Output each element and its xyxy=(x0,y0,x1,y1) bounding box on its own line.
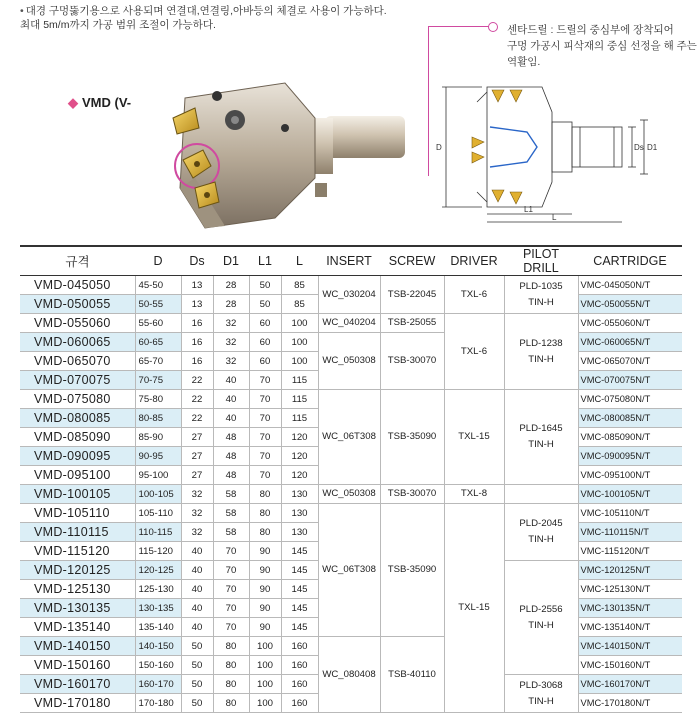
l-cell: 115 xyxy=(281,390,318,409)
column-header: INSERT xyxy=(318,246,380,276)
cartridge-cell: VMC-115120N/T xyxy=(578,542,682,561)
dim-label-l1: L1 xyxy=(524,205,533,214)
table-row xyxy=(20,485,682,504)
ds-cell: 40 xyxy=(181,599,213,618)
cartridge-cell: VMC-160170N/T xyxy=(578,675,682,694)
diameter-cell: 95-100 xyxy=(135,466,181,485)
intro-line-2: 최대 5m/m까지 가공 범위 조절이 가능하다. xyxy=(20,19,216,31)
diameter-cell: 160-170 xyxy=(135,675,181,694)
l1-cell: 90 xyxy=(249,599,281,618)
section-title-text: VMD (V- xyxy=(82,95,132,110)
diamond-icon: ◆ xyxy=(68,95,78,110)
l-cell: 145 xyxy=(281,618,318,637)
l1-cell: 70 xyxy=(249,466,281,485)
d1-cell: 32 xyxy=(213,314,249,333)
l1-cell: 70 xyxy=(249,409,281,428)
spec-name-cell: VMD-045050 xyxy=(20,276,135,295)
cartridge-cell: VMC-055060N/T xyxy=(578,314,682,333)
column-header: Ds xyxy=(181,246,213,276)
table-row xyxy=(20,276,682,295)
d1-cell: 58 xyxy=(213,523,249,542)
l-cell: 100 xyxy=(281,314,318,333)
d1-cell: 70 xyxy=(213,542,249,561)
table-row xyxy=(20,637,682,656)
d1-cell: 70 xyxy=(213,561,249,580)
cartridge-cell: VMC-090095N/T xyxy=(578,447,682,466)
ds-cell: 16 xyxy=(181,352,213,371)
ds-cell: 32 xyxy=(181,485,213,504)
table-row xyxy=(20,504,682,523)
driver-cell: TXL-6 xyxy=(444,314,504,390)
cartridge-cell: VMC-050055N/T xyxy=(578,295,682,314)
dim-label-l: L xyxy=(552,213,557,222)
spec-name-cell: VMD-060065 xyxy=(20,333,135,352)
table-header-row xyxy=(20,246,682,276)
spec-name-cell: VMD-140150 xyxy=(20,637,135,656)
spec-name-cell: VMD-080085 xyxy=(20,409,135,428)
d1-cell: 48 xyxy=(213,428,249,447)
diameter-cell: 110-115 xyxy=(135,523,181,542)
diameter-cell: 60-65 xyxy=(135,333,181,352)
ds-cell: 40 xyxy=(181,580,213,599)
cartridge-cell: VMC-060065N/T xyxy=(578,333,682,352)
diameter-cell: 55-60 xyxy=(135,314,181,333)
l-cell: 145 xyxy=(281,561,318,580)
l-cell: 85 xyxy=(281,295,318,314)
spec-name-cell: VMD-110115 xyxy=(20,523,135,542)
spec-name-cell: VMD-065070 xyxy=(20,352,135,371)
d1-cell: 48 xyxy=(213,447,249,466)
ds-cell: 40 xyxy=(181,561,213,580)
intro-text xyxy=(20,4,387,32)
screw-cell: TSB-35090 xyxy=(380,390,444,485)
d1-cell: 48 xyxy=(213,466,249,485)
spec-name-cell: VMD-050055 xyxy=(20,295,135,314)
l1-cell: 50 xyxy=(249,276,281,295)
spec-name-cell: VMD-095100 xyxy=(20,466,135,485)
diameter-cell: 65-70 xyxy=(135,352,181,371)
l-cell: 130 xyxy=(281,523,318,542)
ds-cell: 50 xyxy=(181,675,213,694)
dim-label-d1: D1 xyxy=(647,143,658,152)
screw-cell: TSB-35090 xyxy=(380,504,444,637)
spec-name-cell: VMD-135140 xyxy=(20,618,135,637)
screw-cell: TSB-40110 xyxy=(380,637,444,713)
ds-cell: 50 xyxy=(181,694,213,713)
cartridge-cell: VMC-140150N/T xyxy=(578,637,682,656)
column-header: DRIVER xyxy=(444,246,504,276)
ds-cell: 32 xyxy=(181,523,213,542)
column-header: L1 xyxy=(249,246,281,276)
spec-name-cell: VMD-055060 xyxy=(20,314,135,333)
cartridge-cell: VMC-170180N/T xyxy=(578,694,682,713)
pilot-drill-cell: PLD-1238 TIN-H xyxy=(504,314,578,390)
cartridge-cell: VMC-120125N/T xyxy=(578,561,682,580)
screw-cell: TSB-22045 xyxy=(380,276,444,314)
ds-cell: 32 xyxy=(181,504,213,523)
d1-cell: 40 xyxy=(213,371,249,390)
pilot-drill-cell: PLD-1035 TIN-H xyxy=(504,276,578,314)
tool-photo xyxy=(165,78,415,248)
column-header: PILOT DRILL xyxy=(504,246,578,276)
pilot-drill-cell: PLD-2556 TIN-H xyxy=(504,561,578,675)
ds-cell: 13 xyxy=(181,276,213,295)
cartridge-cell: VMC-150160N/T xyxy=(578,656,682,675)
ds-cell: 13 xyxy=(181,295,213,314)
l-cell: 120 xyxy=(281,428,318,447)
l1-cell: 70 xyxy=(249,390,281,409)
dim-label-ds: Ds xyxy=(634,143,644,152)
d1-cell: 80 xyxy=(213,675,249,694)
l-cell: 145 xyxy=(281,599,318,618)
spec-name-cell: VMD-115120 xyxy=(20,542,135,561)
table-row xyxy=(20,333,682,352)
diameter-cell: 50-55 xyxy=(135,295,181,314)
l-cell: 145 xyxy=(281,542,318,561)
spec-name-cell: VMD-170180 xyxy=(20,694,135,713)
cartridge-cell: VMC-110115N/T xyxy=(578,523,682,542)
diameter-cell: 105-110 xyxy=(135,504,181,523)
ds-cell: 22 xyxy=(181,390,213,409)
l1-cell: 100 xyxy=(249,637,281,656)
column-header: SCREW xyxy=(380,246,444,276)
l-cell: 100 xyxy=(281,333,318,352)
callout-line-vertical xyxy=(428,26,429,176)
l1-cell: 100 xyxy=(249,656,281,675)
l1-cell: 70 xyxy=(249,428,281,447)
diameter-cell: 90-95 xyxy=(135,447,181,466)
column-header: L xyxy=(281,246,318,276)
d1-cell: 58 xyxy=(213,504,249,523)
column-header: 규격 xyxy=(20,246,135,276)
driver-cell: TXL-8 xyxy=(444,485,504,504)
d1-cell: 70 xyxy=(213,618,249,637)
insert-cell: WC_080408 xyxy=(318,637,380,713)
diameter-cell: 100-105 xyxy=(135,485,181,504)
driver-cell: TXL-15 xyxy=(444,390,504,485)
l-cell: 160 xyxy=(281,637,318,656)
l1-cell: 60 xyxy=(249,352,281,371)
diameter-cell: 140-150 xyxy=(135,637,181,656)
callout-dot-icon xyxy=(488,22,498,32)
cartridge-cell: VMC-095100N/T xyxy=(578,466,682,485)
l-cell: 160 xyxy=(281,675,318,694)
l1-cell: 50 xyxy=(249,295,281,314)
cartridge-cell: VMC-135140N/T xyxy=(578,618,682,637)
diameter-cell: 130-135 xyxy=(135,599,181,618)
diameter-cell: 120-125 xyxy=(135,561,181,580)
insert-cell: WC_050308 xyxy=(318,485,380,504)
diameter-cell: 135-140 xyxy=(135,618,181,637)
l-cell: 160 xyxy=(281,656,318,675)
cartridge-cell: VMC-045050N/T xyxy=(578,276,682,295)
ds-cell: 40 xyxy=(181,542,213,561)
intro-line-1: 대경 구멍뚫기용으로 사용되며 연결대,연결링,아바등의 체결로 사용이 가능하다. xyxy=(25,5,387,17)
cartridge-cell: VMC-070075N/T xyxy=(578,371,682,390)
diameter-cell: 150-160 xyxy=(135,656,181,675)
cartridge-cell: VMC-085090N/T xyxy=(578,428,682,447)
pilot-drill-cell xyxy=(504,485,578,504)
pilot-drill-cell: PLD-2045 TIN-H xyxy=(504,504,578,561)
ds-cell: 22 xyxy=(181,409,213,428)
cartridge-cell: VMC-105110N/T xyxy=(578,504,682,523)
cartridge-cell: VMC-100105N/T xyxy=(578,485,682,504)
l1-cell: 80 xyxy=(249,485,281,504)
l1-cell: 60 xyxy=(249,333,281,352)
insert-cell: WC_06T308 xyxy=(318,504,380,637)
spec-name-cell: VMD-160170 xyxy=(20,675,135,694)
l1-cell: 90 xyxy=(249,580,281,599)
technical-drawing xyxy=(432,82,672,227)
cartridge-cell: VMC-065070N/T xyxy=(578,352,682,371)
l-cell: 130 xyxy=(281,504,318,523)
d1-cell: 40 xyxy=(213,409,249,428)
l1-cell: 90 xyxy=(249,561,281,580)
l1-cell: 80 xyxy=(249,504,281,523)
d1-cell: 70 xyxy=(213,580,249,599)
pilot-drill-cell: PLD-3068 TIN-H xyxy=(504,675,578,713)
l-cell: 115 xyxy=(281,371,318,390)
l-cell: 130 xyxy=(281,485,318,504)
l1-cell: 70 xyxy=(249,447,281,466)
insert-cell: WC_06T308 xyxy=(318,390,380,485)
screw-cell: TSB-25055 xyxy=(380,314,444,333)
diameter-cell: 45-50 xyxy=(135,276,181,295)
spec-name-cell: VMD-105110 xyxy=(20,504,135,523)
l1-cell: 100 xyxy=(249,694,281,713)
diameter-cell: 75-80 xyxy=(135,390,181,409)
column-header: D1 xyxy=(213,246,249,276)
driver-cell: TXL-15 xyxy=(444,504,504,713)
spec-name-cell: VMD-125130 xyxy=(20,580,135,599)
l-cell: 120 xyxy=(281,447,318,466)
ds-cell: 50 xyxy=(181,656,213,675)
l1-cell: 80 xyxy=(249,523,281,542)
spec-name-cell: VMD-100105 xyxy=(20,485,135,504)
ds-cell: 16 xyxy=(181,314,213,333)
table-row xyxy=(20,390,682,409)
d1-cell: 80 xyxy=(213,694,249,713)
ds-cell: 22 xyxy=(181,371,213,390)
screw-cell: TSB-30070 xyxy=(380,485,444,504)
cartridge-cell: VMC-125130N/T xyxy=(578,580,682,599)
d1-cell: 32 xyxy=(213,352,249,371)
l1-cell: 90 xyxy=(249,542,281,561)
d1-cell: 70 xyxy=(213,599,249,618)
diameter-cell: 85-90 xyxy=(135,428,181,447)
diameter-cell: 125-130 xyxy=(135,580,181,599)
ds-cell: 27 xyxy=(181,428,213,447)
ds-cell: 16 xyxy=(181,333,213,352)
insert-cell: WC_050308 xyxy=(318,333,380,390)
column-header: CARTRIDGE xyxy=(578,246,682,276)
spec-name-cell: VMD-075080 xyxy=(20,390,135,409)
spec-name-cell: VMD-085090 xyxy=(20,428,135,447)
l-cell: 100 xyxy=(281,352,318,371)
center-drill-line-2: 구멍 가공시 피삭재의 중심 선정을 해 주는 역활임. xyxy=(507,40,697,68)
insert-cell: WC_030204 xyxy=(318,276,380,314)
l-cell: 120 xyxy=(281,466,318,485)
center-drill-line-1: 센타드릴 : 드릴의 중심부에 장착되어 xyxy=(507,24,674,36)
d1-cell: 32 xyxy=(213,333,249,352)
callout-line xyxy=(428,26,492,27)
d1-cell: 80 xyxy=(213,637,249,656)
bullet-icon: • xyxy=(20,5,24,17)
cartridge-cell: VMC-075080N/T xyxy=(578,390,682,409)
ds-cell: 40 xyxy=(181,618,213,637)
screw-cell: TSB-30070 xyxy=(380,333,444,390)
l1-cell: 100 xyxy=(249,675,281,694)
diameter-cell: 70-75 xyxy=(135,371,181,390)
d1-cell: 28 xyxy=(213,295,249,314)
diameter-cell: 80-85 xyxy=(135,409,181,428)
spec-name-cell: VMD-070075 xyxy=(20,371,135,390)
ds-cell: 27 xyxy=(181,447,213,466)
pilot-drill-cell: PLD-1645 TIN-H xyxy=(504,390,578,485)
d1-cell: 40 xyxy=(213,390,249,409)
spec-name-cell: VMD-150160 xyxy=(20,656,135,675)
d1-cell: 80 xyxy=(213,656,249,675)
section-title xyxy=(68,95,131,111)
spec-name-cell: VMD-120125 xyxy=(20,561,135,580)
spec-name-cell: VMD-130135 xyxy=(20,599,135,618)
diameter-cell: 170-180 xyxy=(135,694,181,713)
spec-table xyxy=(20,245,682,713)
insert-cell: WC_040204 xyxy=(318,314,380,333)
l1-cell: 90 xyxy=(249,618,281,637)
ds-cell: 50 xyxy=(181,637,213,656)
l-cell: 85 xyxy=(281,276,318,295)
center-drill-note xyxy=(507,22,700,70)
cartridge-cell: VMC-130135N/T xyxy=(578,599,682,618)
l1-cell: 70 xyxy=(249,371,281,390)
driver-cell: TXL-6 xyxy=(444,276,504,314)
ds-cell: 27 xyxy=(181,466,213,485)
column-header: D xyxy=(135,246,181,276)
l1-cell: 60 xyxy=(249,314,281,333)
l-cell: 115 xyxy=(281,409,318,428)
dim-label-d: D xyxy=(436,143,442,152)
d1-cell: 58 xyxy=(213,485,249,504)
spec-name-cell: VMD-090095 xyxy=(20,447,135,466)
cartridge-cell: VMC-080085N/T xyxy=(578,409,682,428)
d1-cell: 28 xyxy=(213,276,249,295)
l-cell: 145 xyxy=(281,580,318,599)
table-row xyxy=(20,314,682,333)
l-cell: 160 xyxy=(281,694,318,713)
diameter-cell: 115-120 xyxy=(135,542,181,561)
